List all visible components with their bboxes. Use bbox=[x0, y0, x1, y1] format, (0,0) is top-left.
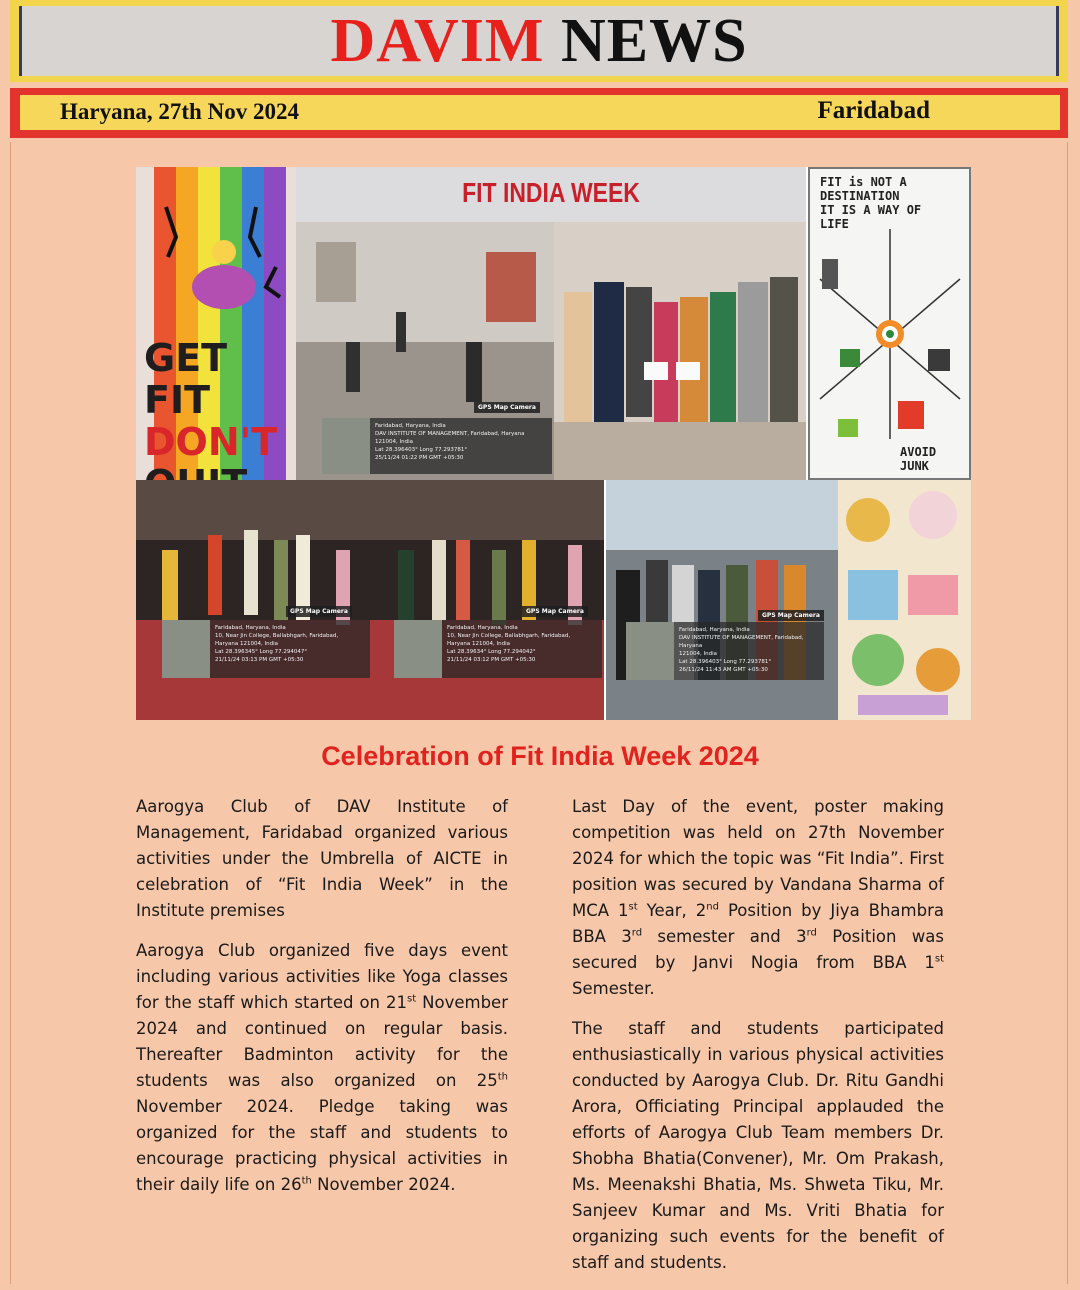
gps-line: DAV INSTITUTE OF MANAGEMENT, Faridabad, Haryana bbox=[679, 635, 804, 649]
text-run: Aarogya Club organized five days event including various activities like Yoga classes for the staff which started on 21 bbox=[136, 941, 508, 1012]
gps-line: 21/11/24 03:13 PM GMT +05:30 bbox=[215, 657, 304, 663]
gps-label: GPS Map Camera bbox=[286, 606, 352, 617]
pledge-scene bbox=[606, 480, 838, 720]
dateline-bar bbox=[10, 88, 1068, 138]
yoga-session-photo-1 bbox=[136, 480, 372, 720]
gps-line: DAV INSTITUTE OF MANAGEMENT, Faridabad, Haryana bbox=[375, 431, 525, 437]
fit-india-week-banner bbox=[296, 167, 806, 222]
gps-line: Lat 28.396403° Long 77.293781° bbox=[375, 447, 468, 453]
gps-line: Haryana 121004, India bbox=[215, 641, 278, 647]
gps-map-thumbnail bbox=[162, 620, 210, 678]
poster-footer: AVOID JUNK bbox=[900, 445, 937, 473]
gps-line: 26/11/24 11:43 AM GMT +05:30 bbox=[679, 667, 768, 673]
yoga-scene-1 bbox=[136, 480, 372, 720]
text-run: November 2024. Pledge taking was organized for the staff and students to encourage practicing physical activities in their daily life on 26 bbox=[136, 1097, 508, 1194]
gps-info-box bbox=[442, 620, 602, 678]
poster-fit-way-of-life-photo bbox=[808, 167, 971, 480]
gps-line: Faridabad, Haryana, India bbox=[215, 625, 286, 631]
paragraph-poster-competition bbox=[572, 794, 944, 1002]
gps-line: Lat 28.39634° Long 77.294042° bbox=[447, 649, 536, 655]
superscript: nd bbox=[706, 901, 719, 913]
text-run: November 2024 and continued on regular basis. Thereafter Badminton activity for the students was also organized on 25 bbox=[136, 993, 508, 1090]
gps-info-box bbox=[210, 620, 370, 678]
superscript: st bbox=[407, 993, 417, 1005]
gps-line: 25/11/24 01:22 PM GMT +05:30 bbox=[375, 455, 464, 461]
gps-info-box bbox=[674, 622, 824, 680]
gps-line: Lat 28.396403° Long 77.293781° bbox=[679, 659, 772, 665]
masthead bbox=[10, 0, 1068, 82]
text-run: Position was secured by Janvi Nogia from BBA 1 bbox=[572, 927, 945, 972]
poster-head-line: IT IS A WAY OF bbox=[820, 203, 922, 217]
gps-line: 10, Near Jin College, Ballabhgarh, Faridabad, bbox=[447, 633, 571, 639]
yoga-scene-2 bbox=[372, 480, 604, 720]
superscript: rd bbox=[631, 927, 643, 939]
superscript: st bbox=[628, 901, 638, 913]
poster-line-1: GET FIT bbox=[144, 336, 228, 422]
article-headline: Celebration of Fit India Week 2024 bbox=[321, 741, 759, 771]
yoga-session-photo-2 bbox=[372, 480, 604, 720]
pledge-taking-photo bbox=[606, 480, 838, 720]
dateline-city: Faridabad bbox=[817, 97, 930, 124]
text-run: Semester. bbox=[572, 979, 655, 998]
text-run: semester and 3 bbox=[642, 927, 807, 946]
superscript: rd bbox=[806, 927, 817, 939]
title-red-part: DAVIM bbox=[330, 7, 545, 75]
gps-line: 121004, India bbox=[375, 439, 413, 445]
gps-label: GPS Map Camera bbox=[474, 402, 540, 413]
superscript: st bbox=[934, 953, 944, 965]
group-scene bbox=[554, 222, 806, 480]
group-award-photo bbox=[554, 222, 806, 480]
banner-title: FIT INDIA WEEK bbox=[462, 177, 640, 208]
gps-line: Lat 28.396345° Long 77.294047° bbox=[215, 649, 308, 655]
gps-line: 21/11/24 03:12 PM GMT +05:30 bbox=[447, 657, 536, 663]
gps-line: Faridabad, Haryana, India bbox=[679, 627, 750, 633]
article-column-right bbox=[572, 794, 944, 1290]
gps-line: Faridabad, Haryana, India bbox=[447, 625, 518, 631]
poster-line-2: DON'T bbox=[144, 420, 278, 464]
paragraph-acknowledgement: The staff and students participated enthusiastically in various physical activities conducted by Aarogya Club. Dr. Ritu Gandhi Arora, Officiating Principal applauded the efforts of Aarogya Club Team members Dr. Shobha Bhatia(Convener), Mr. Om Prakash, Ms. Meenakshi Bhatia, Ms. Shweta Tiku, Mr. Sanjeev Kumar and Ms. Vriti Bhatia for organizing such events for the benefit of staff and students. bbox=[572, 1019, 944, 1272]
text-run: Year, 2 bbox=[637, 901, 707, 920]
dateline-date: Haryana, 27th Nov 2024 bbox=[60, 99, 299, 124]
text-run: Last Day of the event, poster making competition was held on 27th November 2024 for which the topic was “Fit India”. First position was secured by Vandana Sharma of MCA 1 bbox=[572, 797, 944, 920]
superscript: th bbox=[301, 1175, 312, 1187]
gps-line: 121004, India bbox=[679, 651, 717, 657]
doodle-poster-art bbox=[838, 480, 971, 720]
gps-label: GPS Map Camera bbox=[758, 610, 824, 621]
text-run: November 2024. bbox=[311, 1175, 456, 1194]
title-black-part: NEWS bbox=[560, 7, 748, 75]
poster-get-fit-photo bbox=[136, 167, 296, 480]
superscript: th bbox=[497, 1071, 508, 1083]
poster-head-line: LIFE bbox=[820, 217, 849, 231]
article-column-left bbox=[136, 794, 508, 1212]
photo-collage bbox=[136, 167, 971, 720]
paragraph-intro: Aarogya Club of DAV Institute of Management, Faridabad organized various activities under the Umbrella of AICTE in celebration of “Fit India Week” in the Institute premises bbox=[136, 797, 508, 920]
gps-map-thumbnail bbox=[626, 622, 674, 680]
poster-heading bbox=[820, 175, 969, 231]
gps-label: GPS Map Camera bbox=[522, 606, 588, 617]
badminton-hall-photo bbox=[296, 222, 554, 480]
gps-line: 10, Near Jin College, Ballabhgarh, Faridabad, bbox=[215, 633, 339, 639]
gps-line: Faridabad, Haryana, India bbox=[375, 423, 446, 429]
gps-map-thumbnail bbox=[322, 418, 370, 474]
text-run: Position by Jiya Bhambra BBA 3 bbox=[572, 901, 944, 946]
paragraph-events bbox=[136, 938, 508, 1198]
masthead-panel bbox=[19, 6, 1059, 76]
poster-drawing-photo bbox=[838, 480, 971, 720]
poster-head-line: FIT is NOT A DESTINATION bbox=[820, 175, 907, 203]
gps-info-box bbox=[370, 418, 552, 474]
newspaper-title bbox=[22, 6, 1056, 76]
gps-map-thumbnail bbox=[394, 620, 442, 678]
dateline-panel bbox=[20, 95, 1060, 130]
gps-line: Haryana 121004, India bbox=[447, 641, 510, 647]
